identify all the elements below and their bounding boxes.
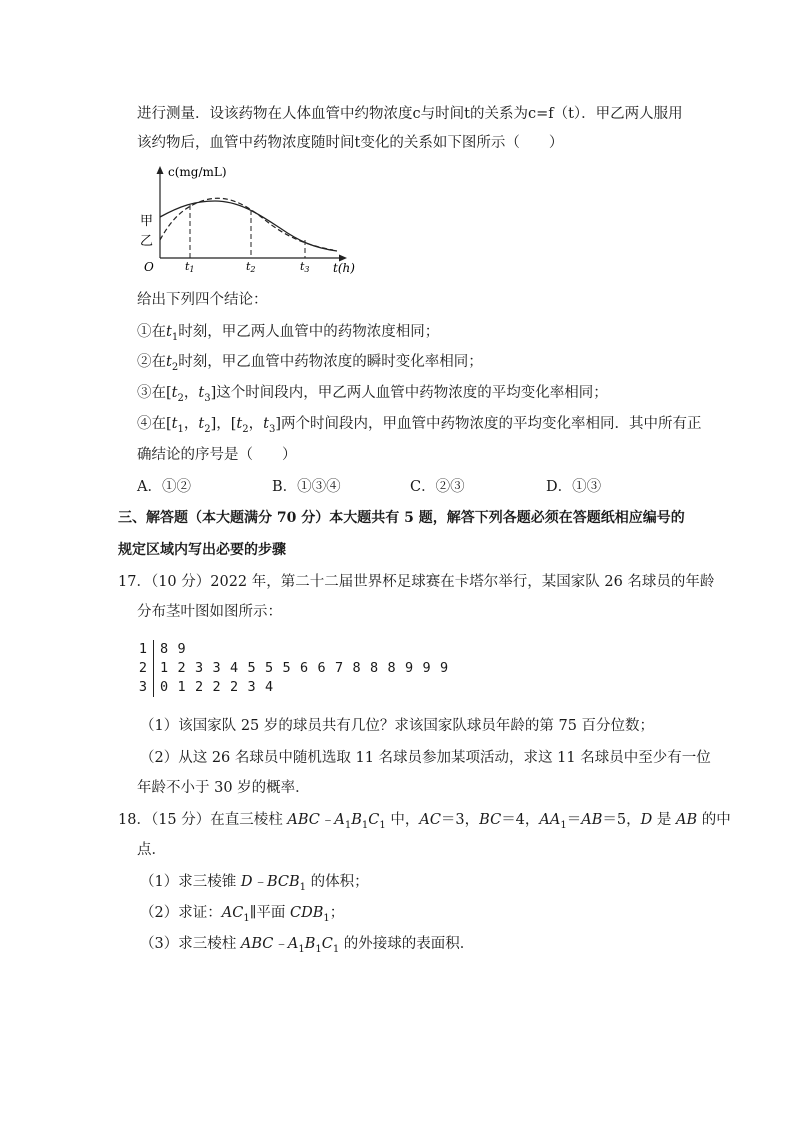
q16-intro: 给出下列四个结论： bbox=[137, 292, 268, 308]
q16-line2: 该约物后，血管中药物浓度随时间t变化的关系如下图所示（ ） bbox=[137, 135, 564, 151]
label-yi: 乙 bbox=[140, 234, 154, 249]
stem-leaf-plot bbox=[137, 640, 458, 697]
conclusion-4-line2: 确结论的序号是（ ） bbox=[137, 447, 297, 463]
tick-t3: t3 bbox=[300, 260, 310, 274]
leaves-row-2: 1 2 3 3 4 5 5 5 6 6 7 8 8 8 9 9 9 bbox=[160, 660, 449, 676]
leaves-row-1: 8 9 bbox=[160, 641, 186, 657]
stem-key: 2 bbox=[138, 660, 148, 676]
stem-row-1 bbox=[137, 640, 458, 659]
tick-t2: t2 bbox=[246, 260, 256, 274]
q17-line2: 分布茎叶图如图所示： bbox=[137, 604, 282, 620]
q18-sub3: （3）求三棱柱 $ABC﹣A_1B_1C_1$ 的外接球的表面积． bbox=[140, 936, 475, 955]
q18-sub2: （2）求证：$AC_1\parallel$平面 $CDB_1$； bbox=[140, 905, 345, 924]
section3-header-line1: 三、解答题（本大题满分 70 分）本大题共有 5 题，解答下列各题必须在答题纸相应编号的 bbox=[118, 510, 685, 526]
option-b: B．①③④ bbox=[272, 479, 341, 495]
conclusion-1: ①在$t_1$时刻，甲乙两人血管中的药物浓度相同； bbox=[137, 324, 440, 343]
conclusion-2: ②在$t_2$时刻，甲乙血管中药物浓度的瞬时变化率相同； bbox=[137, 354, 483, 373]
q17-sub2-line1: （2）从这 26 名球员中随机选取 11 名球员参加某项活动，求这 11 名球员中至少有一位 bbox=[140, 750, 711, 766]
label-jia: 甲 bbox=[140, 214, 154, 229]
option-c: C．②③ bbox=[410, 479, 465, 495]
conclusion-3: ③在[$t_2$，$t_3$]这个时间段内，甲乙两人血管中药物浓度的平均变化率相同； bbox=[137, 385, 608, 404]
q16-line1: 进行测量．设该药物在人体血管中约物浓度c与时间t的关系为c=f（t）．甲乙两人服用 bbox=[137, 106, 683, 122]
stem-row-3 bbox=[137, 678, 458, 697]
concentration-graph bbox=[135, 160, 365, 278]
q17-sub1: （1）该国家队 25 岁的球员共有几位？求该国家队球员年龄的第 75 百分位数； bbox=[140, 718, 655, 734]
tick-t1: t1 bbox=[185, 260, 195, 274]
option-d: D．①③ bbox=[546, 479, 602, 495]
stem-row-2 bbox=[137, 659, 458, 678]
x-axis-label: t(h) bbox=[333, 261, 355, 275]
stem-key: 1 bbox=[138, 641, 148, 657]
origin-label: O bbox=[144, 260, 154, 274]
option-a: A．①② bbox=[137, 479, 191, 495]
q17-sub2-line2: 年龄不小于 30 岁的概率． bbox=[137, 780, 310, 796]
q18-line2: 点． bbox=[137, 842, 166, 858]
section3-header-line2: 规定区域内写出必要的步骤 bbox=[118, 542, 286, 558]
q18-line1: 18．（15 分）在直三棱柱 $ABC﹣A_1B_1C_1$ 中，AC＝3，BC＝4，$AA_1=AB=5$，D 是 AB 的中 bbox=[118, 812, 731, 831]
y-axis-label: c(mg/mL) bbox=[168, 165, 227, 179]
stem-key: 3 bbox=[138, 679, 148, 695]
y-axis-arrow bbox=[157, 166, 164, 174]
q17-line1: 17．（10 分）2022 年，第二十二届世界杯足球赛在卡塔尔举行，某国家队 26 名球员的年龄 bbox=[118, 574, 715, 590]
q18-sub1: （1）求三棱锥 $D﹣BCB_1$ 的体积； bbox=[140, 874, 369, 893]
leaves-row-3: 0 1 2 2 2 3 4 bbox=[160, 679, 274, 695]
conclusion-4: ④在[$t_1$，$t_2$]，[$t_2$，$t_3$]两个时间段内，甲血管中药物浓度的平均变化率相同．其中所有正 bbox=[137, 416, 702, 435]
